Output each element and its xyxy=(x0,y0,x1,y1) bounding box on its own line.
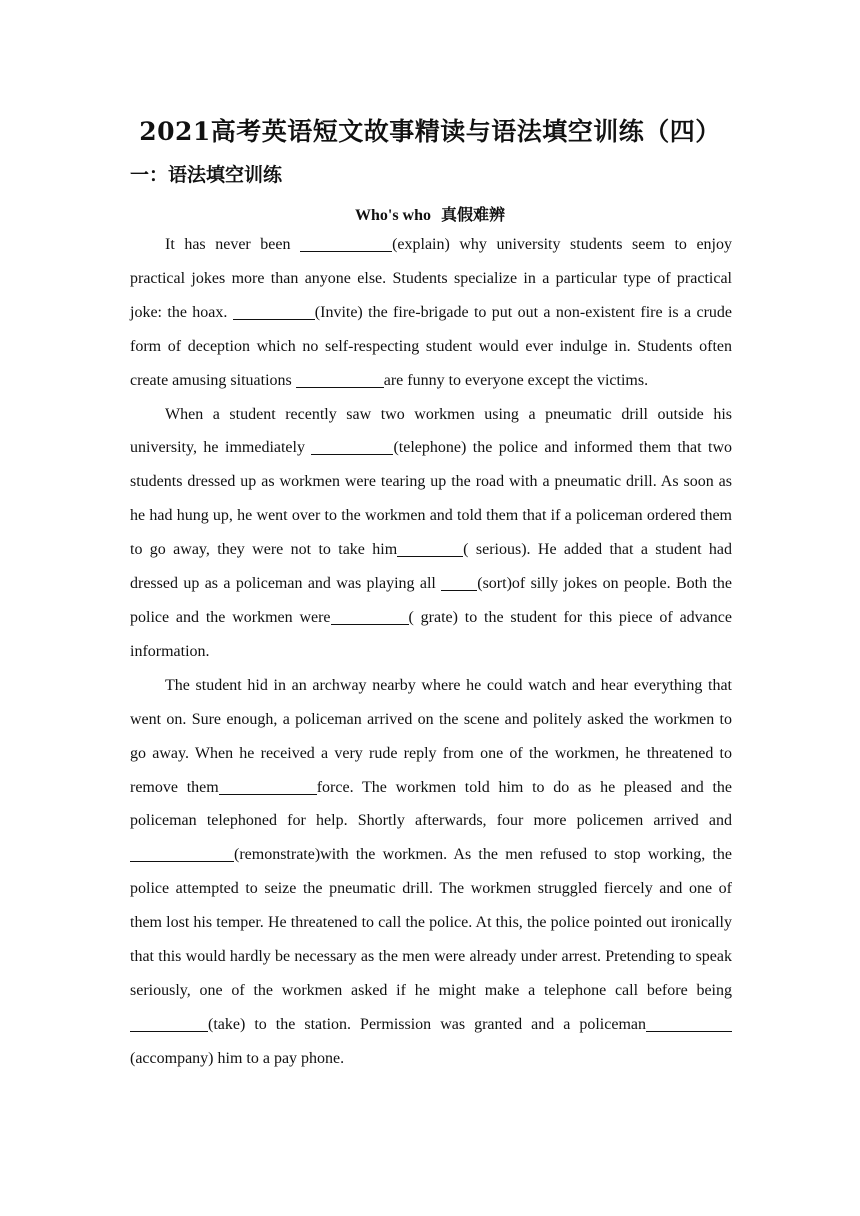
answer-blank[interactable] xyxy=(233,301,315,320)
answer-blank[interactable] xyxy=(300,233,392,252)
paragraph-text: (Invite) the fire-brigade to put out a non-existent fire is a crude form of deception which no self-respecting student would ever indulge in. Students often create amusing situations xyxy=(130,303,733,389)
paragraph-text: The student hid in an archway nearby where he could watch and hear everything that went on. Sure enough, a policeman arrived on the scene and politely asked the workmen to go away. When he received a very rude reply from one of the workmen, he threatened to remove them xyxy=(130,676,732,796)
answer-blank[interactable] xyxy=(296,369,384,388)
story-title-english: Who's who xyxy=(354,207,431,224)
story-body xyxy=(130,228,732,1076)
paragraph-text: (explain) why university students seem to enjoy practical jokes more than anyone else. Students specialize in a particular type of practical joke: the hoax. xyxy=(130,236,732,321)
paragraph-text: are funny to everyone except the victims. xyxy=(383,371,649,389)
document-title: 2021高考英语短文故事精读与语法填空训练（四） xyxy=(139,117,721,146)
answer-blank[interactable] xyxy=(311,436,393,455)
answer-blank[interactable] xyxy=(130,1013,208,1032)
story-title-chinese: 真假难辨 xyxy=(441,207,506,224)
story-title xyxy=(0,202,860,225)
answer-blank[interactable] xyxy=(397,538,463,557)
paragraph-text: ( serious). He added that a student had dressed up as a policeman and was playing all xyxy=(130,541,732,593)
paragraph-text: (remonstrate)with the workmen. As the men refused to stop working, the police attempted to seize the pneumatic drill. The workmen struggled fiercely and one of them lost his temper. He threatened to call the police. At this, the police pointed out ironically that this would hardly be necessary as the men were already under arrest. Pretending to speak seriously, one of the workmen asked if he might make a telephone call before being xyxy=(130,846,732,999)
answer-blank[interactable] xyxy=(331,606,409,625)
paragraph-text: (sort)of silly jokes on people. Both the police and the workmen were xyxy=(130,575,732,626)
paragraph-text: (take) to the station. Permission was granted and a policeman xyxy=(208,1015,646,1033)
paragraph-text: (accompany) him to a pay phone. xyxy=(130,1049,345,1067)
answer-blank[interactable] xyxy=(219,776,317,795)
paragraph xyxy=(130,669,732,1076)
answer-blank[interactable] xyxy=(441,572,477,591)
paragraph-text: (telephone) the police and informed them that two students dressed up as workmen were tearing up the road with a pneumatic drill. As soon as he had hung up, he went over to the workmen and told them that if a policeman ordered them to go away, they were not to take him xyxy=(130,439,732,559)
paragraph-text: force. The workmen told him to do as he pleased and the policeman telephoned for help. Shortly afterwards, four more policemen arrived and xyxy=(130,778,733,830)
answer-blank[interactable] xyxy=(130,843,234,862)
answer-blank[interactable] xyxy=(646,1013,732,1032)
section-heading: 一：语法填空训练 xyxy=(130,164,283,186)
paragraph xyxy=(130,398,732,669)
paragraph-text: ( grate) to the student for this piece of advance information. xyxy=(130,608,732,660)
paragraph-text: When a student recently saw two workmen using a pneumatic drill outside his university, he immediately xyxy=(130,405,732,457)
paragraph-text: It has never been xyxy=(165,236,301,253)
paragraph xyxy=(130,228,732,398)
